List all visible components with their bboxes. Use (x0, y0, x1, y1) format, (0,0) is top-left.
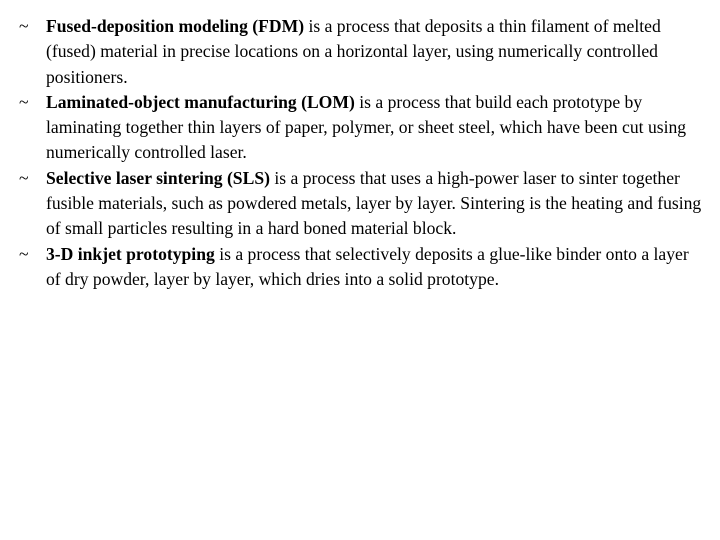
tilde-bullet-icon: ~ (19, 243, 29, 264)
tilde-bullet-icon: ~ (19, 167, 29, 188)
bullet-item-inkjet (0, 242, 720, 293)
bullet-item-lom (0, 90, 720, 166)
bullet-item-fdm (0, 14, 720, 90)
description-inkjet: is a process that selectively deposits a glue-like binder onto a layer of dry powder, layer by layer, which dries into a solid prototype. (46, 243, 689, 289)
description-sls: is a process that uses a high-power laser to sinter together fusible materials, such as powdered metals, layer by layer. Sintering is the heating and fusing of small particles resulting in a hard boned material block. (46, 167, 702, 239)
term-inkjet: 3-D inkjet prototyping (46, 243, 215, 264)
tilde-bullet-icon: ~ (19, 16, 29, 36)
term-lom: Laminated-object manufacturing (LOM) (46, 91, 355, 112)
tilde-bullet-icon: ~ (19, 91, 29, 112)
bullet-list (0, 14, 720, 292)
term-fdm: Fused-deposition modeling (FDM) (46, 16, 305, 36)
description-lom: is a process that build each prototype by laminating together thin layers of paper, polymer, or sheet steel, which have been cut using numerically controlled laser. (46, 91, 687, 163)
bullet-item-sls (0, 166, 720, 242)
term-sls: Selective laser sintering (SLS) (46, 167, 270, 188)
description-fdm: is a process that deposits a thin filament of melted (fused) material in precise locations on a horizontal layer, using numerically controlled positioners. (46, 16, 661, 87)
